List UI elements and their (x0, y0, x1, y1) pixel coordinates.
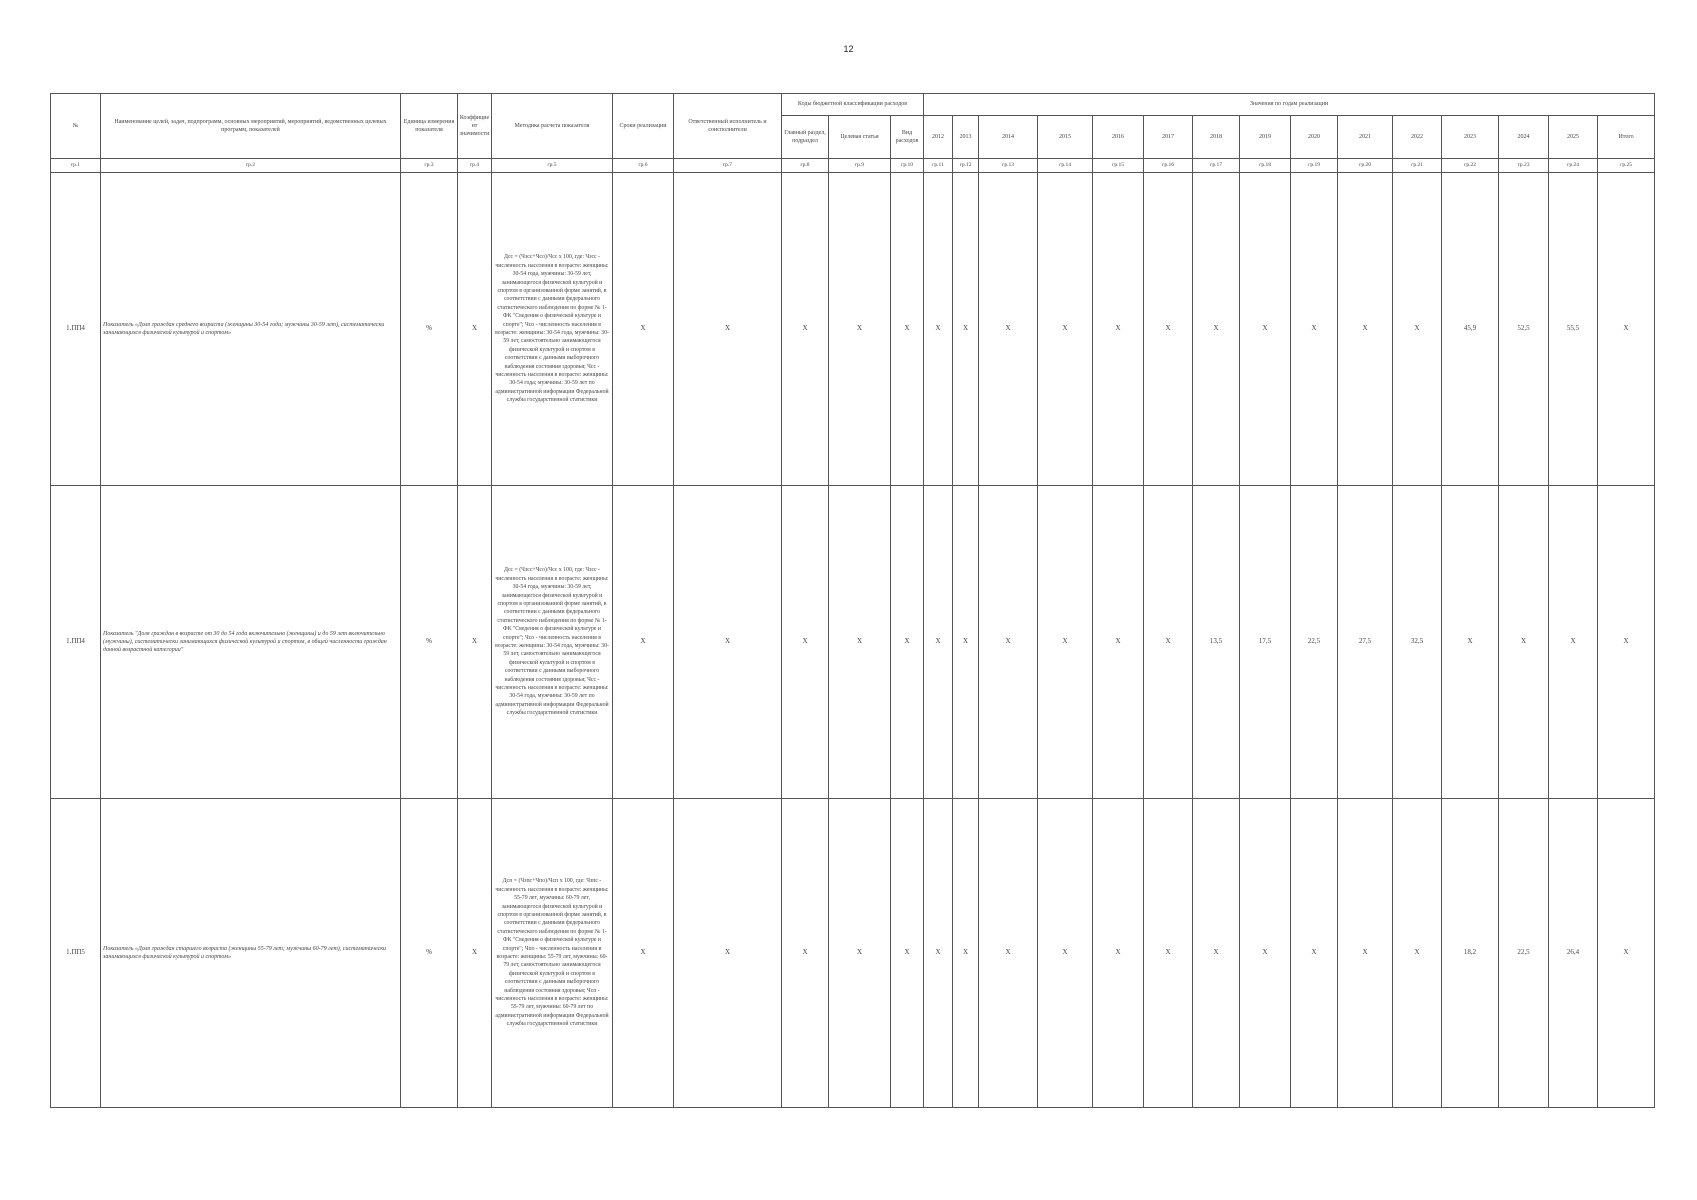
column-number: гр.13 (979, 159, 1038, 173)
header-year: 2015 (1038, 116, 1093, 159)
header-year: 2014 (979, 116, 1038, 159)
column-number: гр.14 (1038, 159, 1093, 173)
header-no: № (51, 94, 101, 159)
column-number: гр.25 (1598, 159, 1655, 173)
header-year: Итого (1598, 116, 1655, 159)
row-year-value: Х (1193, 173, 1240, 486)
header-budget-sub: Главный раздел, подраздел (782, 116, 829, 159)
row-name: Показатель «Доля граждан старшего возраста (женщины 55-79 лет; мужчины 60-79 лет), систематически занимающихся физической культурой и спортом» (101, 799, 401, 1108)
header-year: 2022 (1393, 116, 1442, 159)
column-number: гр.18 (1240, 159, 1291, 173)
row-year-value: Х (979, 173, 1038, 486)
row-year-value: 22,5 (1291, 486, 1338, 799)
row-budget-code: Х (829, 799, 891, 1108)
header-years-group: Значения по годам реализации (924, 94, 1655, 116)
column-number: гр.9 (829, 159, 891, 173)
row-year-value: Х (1499, 486, 1549, 799)
column-number: гр.11 (924, 159, 953, 173)
row-year-value: Х (924, 799, 953, 1108)
row-unit: % (401, 173, 458, 486)
header-unit: Единица измерения показателя (401, 94, 458, 159)
row-year-value: 13,5 (1193, 486, 1240, 799)
row-budget-code: Х (891, 173, 924, 486)
row-coef: Х (458, 173, 492, 486)
row-year-value: 17,5 (1240, 486, 1291, 799)
row-name: Показатель "Доля граждан в возрасте от 30 до 54 года включительно (женщины) и до 59 лет включительно (мужчины), систематически занимающихся физической культурой и спортом, в общей численности граждан данной возрастной категории" (101, 486, 401, 799)
row-budget-code: Х (891, 486, 924, 799)
row-year-value: Х (1093, 486, 1144, 799)
row-year-value: Х (1144, 799, 1193, 1108)
row-year-value: 22,5 (1499, 799, 1549, 1108)
column-numbers-row (51, 159, 1655, 173)
table-row (51, 173, 1655, 486)
header-year: 2024 (1499, 116, 1549, 159)
column-number: гр.20 (1338, 159, 1393, 173)
column-number: гр.17 (1193, 159, 1240, 173)
header-year: 2018 (1193, 116, 1240, 159)
row-year-value: Х (924, 486, 953, 799)
row-year-value: 18,2 (1442, 799, 1499, 1108)
column-number: гр.7 (674, 159, 782, 173)
column-number: гр.6 (613, 159, 674, 173)
row-year-value: Х (1598, 173, 1655, 486)
header-coef: Коэффициент значимости (458, 94, 492, 159)
indicators-table (50, 93, 1655, 1108)
row-year-value: Х (1144, 173, 1193, 486)
column-number: гр.16 (1144, 159, 1193, 173)
row-year-value: Х (1240, 799, 1291, 1108)
row-name: Показатель «Доля граждан среднего возраста (женщины 30-54 года; мужчины 30-59 лет), систематически занимающихся физической культурой и спортом» (101, 173, 401, 486)
row-terms: Х (613, 799, 674, 1108)
header-year: 2023 (1442, 116, 1499, 159)
column-number: гр.22 (1442, 159, 1499, 173)
header-year: 2025 (1549, 116, 1598, 159)
page-number: 12 (843, 44, 854, 54)
column-number: гр.15 (1093, 159, 1144, 173)
header-terms: Сроки реализации (613, 94, 674, 159)
header-year: 2021 (1338, 116, 1393, 159)
row-year-value: Х (1240, 173, 1291, 486)
row-year-value: Х (953, 173, 979, 486)
row-code: 1.ПП4 (51, 173, 101, 486)
column-number: гр.21 (1393, 159, 1442, 173)
row-year-value: 27,5 (1338, 486, 1393, 799)
column-number: гр.23 (1499, 159, 1549, 173)
row-budget-code: Х (891, 799, 924, 1108)
header-budget-group: Коды бюджетной классификации расходов (782, 94, 924, 116)
header-year: 2012 (924, 116, 953, 159)
row-year-value: Х (924, 173, 953, 486)
header-year: 2019 (1240, 116, 1291, 159)
row-method: Дсп = (Чзпс+Чпо)/Чсп х 100, где: Чзпс - численность населения в возрасте: женщины: 55-79 лет, мужчины: 60-79 лет, занимающегося физической культурой и спортом в организованной форме занятий, в соответствии с данными федерального статистического наблюдения по форме № 1-ФК "Сведения о физической культуре и спорте"; Чпо - численность населения в возрасте: женщины: 55-79 лет, мужчины: 60-79 лет, самостоятельно занимающегося физической культурой и спортом в соответствии с данными выборочного наблюдения состояния здоровья; Чсп - численность населения в возрасте: женщины: 55-79 лет, мужчины: 60-79 лет по административной информации Федеральной службы государственной статистики (492, 799, 613, 1108)
row-year-value: Х (1144, 486, 1193, 799)
row-terms: Х (613, 486, 674, 799)
column-number: гр.5 (492, 159, 613, 173)
row-year-value: Х (1291, 173, 1338, 486)
column-number: гр.24 (1549, 159, 1598, 173)
header-method: Методика расчета показателя (492, 94, 613, 159)
column-number: гр.19 (1291, 159, 1338, 173)
row-year-value: Х (953, 799, 979, 1108)
row-code: 1.ПП4 (51, 486, 101, 799)
row-budget-code: Х (782, 486, 829, 799)
row-year-value: Х (1093, 173, 1144, 486)
row-budget-code: Х (782, 799, 829, 1108)
row-year-value: Х (1598, 799, 1655, 1108)
column-number: гр.2 (101, 159, 401, 173)
row-method: Дсс = (Чзсс+Чсо)/Чсс х 100, где: Чзсс - численность населения в возрасте: женщины: 30-54 года, мужчины: 30-59 лет, занимающегося физической культурой и спортом в организованной форме занятий, в соответствии с данными федерального статистического наблюдения по форме № 1-ФК "Сведения о физической культуре и спорте"; Чсо - численность населения в возрасте: женщины: 30-54 года, мужчины: 30-59 лет, самостоятельно занимающегося физической культурой и спортом в соответствии с данными выборочного наблюдения состояния здоровья; Чсс - численность населения в возрасте: женщины: 30-54 года, мужчины: 30-59 лет по административной информации Федеральной службы государственной статистики (492, 486, 613, 799)
row-year-value: Х (953, 486, 979, 799)
row-year-value: 52,5 (1499, 173, 1549, 486)
header-responsible: Ответственный исполнитель и соисполнители (674, 94, 782, 159)
header-name: Наименование целей, задач, подпрограмм, основных мероприятий, мероприятий, ведомственных целевых программ, показателей (101, 94, 401, 159)
header-year: 2020 (1291, 116, 1338, 159)
row-year-value: Х (1549, 486, 1598, 799)
column-number: гр.12 (953, 159, 979, 173)
row-unit: % (401, 799, 458, 1108)
row-year-value: Х (1338, 173, 1393, 486)
column-number: гр.4 (458, 159, 492, 173)
row-year-value: 45,9 (1442, 173, 1499, 486)
row-year-value: Х (1193, 799, 1240, 1108)
row-year-value: 26,4 (1549, 799, 1598, 1108)
row-budget-code: Х (782, 173, 829, 486)
row-terms: Х (613, 173, 674, 486)
row-budget-code: Х (829, 173, 891, 486)
column-number: гр.8 (782, 159, 829, 173)
row-year-value: Х (1338, 799, 1393, 1108)
column-number: гр.1 (51, 159, 101, 173)
row-year-value: 55,5 (1549, 173, 1598, 486)
row-coef: Х (458, 799, 492, 1108)
row-responsible: Х (674, 799, 782, 1108)
row-code: 1.ПП5 (51, 799, 101, 1108)
row-year-value: Х (1038, 173, 1093, 486)
row-year-value: Х (1393, 173, 1442, 486)
row-year-value: Х (1442, 486, 1499, 799)
row-responsible: Х (674, 173, 782, 486)
row-year-value: Х (979, 799, 1038, 1108)
header-year: 2016 (1093, 116, 1144, 159)
row-year-value: Х (1598, 486, 1655, 799)
table-row (51, 486, 1655, 799)
row-year-value: Х (979, 486, 1038, 799)
row-year-value: 32,5 (1393, 486, 1442, 799)
row-year-value: Х (1393, 799, 1442, 1108)
row-year-value: Х (1038, 486, 1093, 799)
column-number: гр.3 (401, 159, 458, 173)
row-coef: Х (458, 486, 492, 799)
row-year-value: Х (1093, 799, 1144, 1108)
header-budget-sub: Вид расходов (891, 116, 924, 159)
row-year-value: Х (1291, 799, 1338, 1108)
row-unit: % (401, 486, 458, 799)
header-year: 2013 (953, 116, 979, 159)
row-year-value: Х (1038, 799, 1093, 1108)
row-method: Дсс = (Чзсс+Чсо)/Чсс х 100, где: Чзсс - численность населения в возрасте: женщины: 30-54 года, мужчины: 30-59 лет, занимающегося физической культурой и спортом в организованной форме занятий, в соответствии с данными федерального статистического наблюдения по форме № 1-ФК "Сведения о физической культуре и спорте"; Чсо - численность населения в возрасте: женщины: 30-54 года, мужчины: 30-59 лет, самостоятельно занимающегося физической культурой и спортом в соответствии с данными выборочного наблюдения состояния здоровья; Чсс - численность населения в возрасте: женщины: 30-54 года; мужчины: 30-59 лет по административной информации Федеральной службы государственной статистики (492, 173, 613, 486)
column-number: гр.10 (891, 159, 924, 173)
header-year: 2017 (1144, 116, 1193, 159)
table-row (51, 799, 1655, 1108)
row-budget-code: Х (829, 486, 891, 799)
row-responsible: Х (674, 486, 782, 799)
header-budget-sub: Целевая статья (829, 116, 891, 159)
